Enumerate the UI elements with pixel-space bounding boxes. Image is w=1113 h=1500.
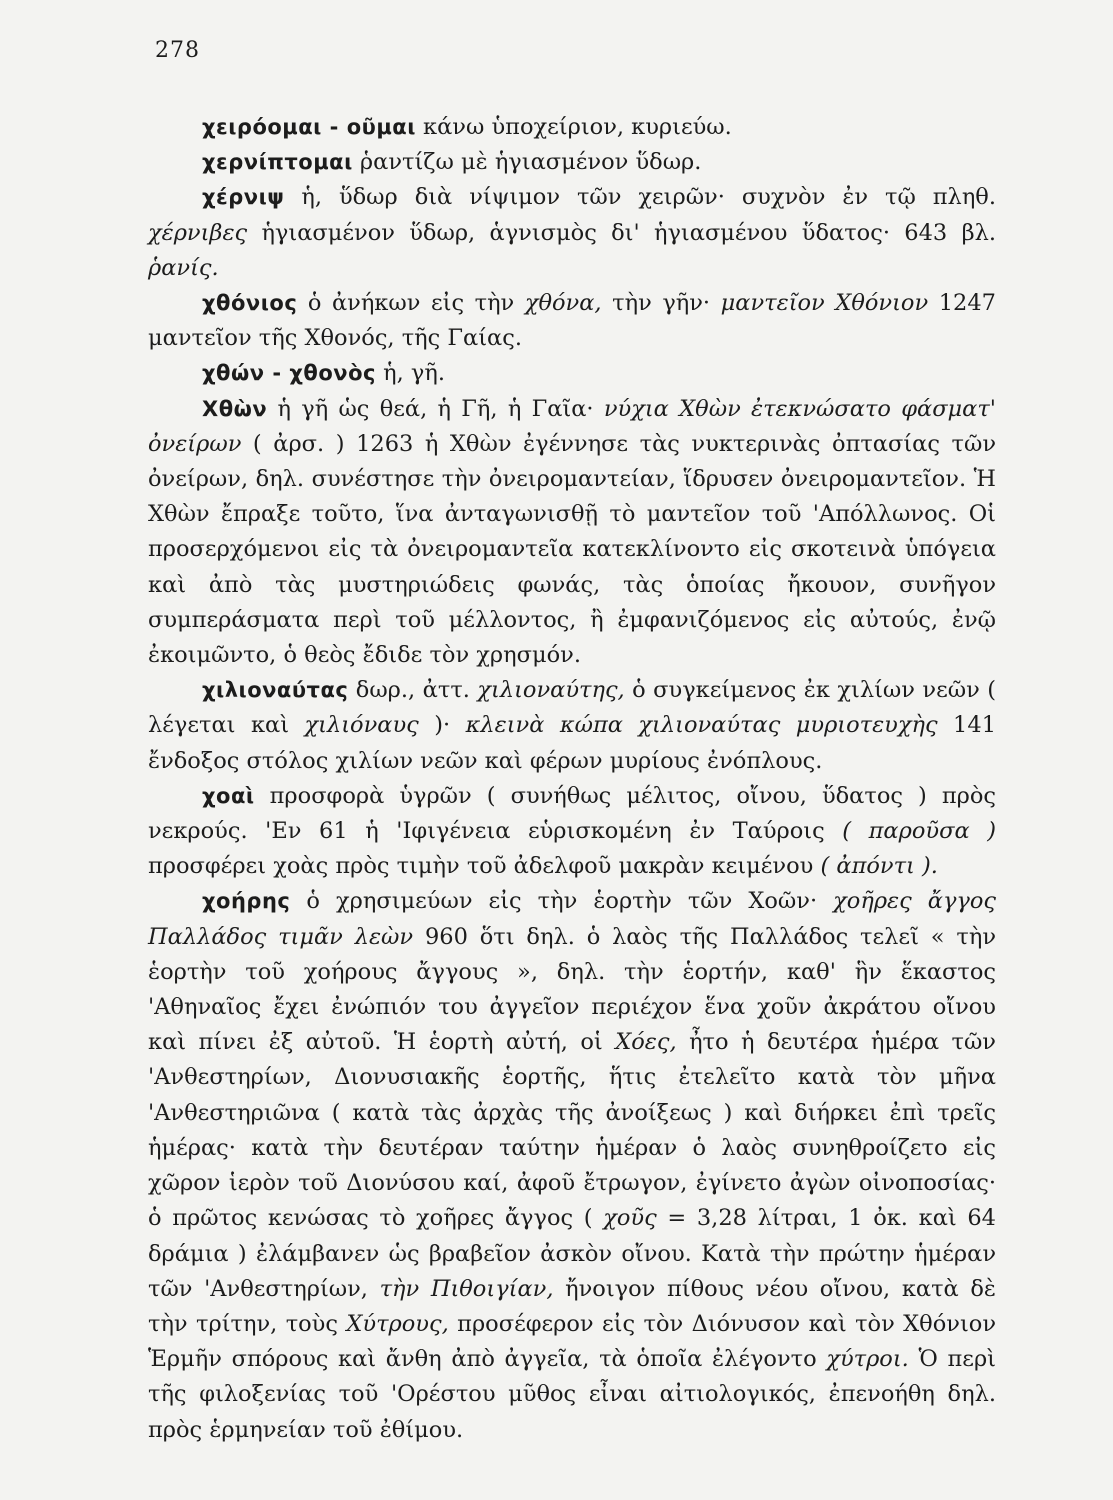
entry-headword: χοαὶ [202, 783, 255, 808]
entry-quote: ( παροῦσα ) [842, 818, 996, 845]
entry-definition: κάνω ὑποχείριον, κυριεύω. [415, 114, 732, 140]
entry-quote: Χύτρους, [346, 1310, 449, 1337]
entry-quote: χιλιοναύτης, [477, 677, 625, 704]
entry-headword: χοήρης [202, 889, 291, 914]
entry-headword: χθόνιος [202, 291, 298, 316]
entry-quote: τὴν Πιθοιγίαν, [379, 1275, 554, 1302]
entry-quote: κλεινὰ κώπα χιλιοναύτας μυριοτευχὴς [465, 712, 938, 739]
entry-quote: νύχια Χθὼν ἐτεκνώσατο φάσματ' ὀνείρων [148, 395, 996, 457]
dictionary-entry [148, 286, 996, 356]
dictionary-entry [148, 884, 996, 1447]
entry-headword: χθών - χθονὸς [202, 361, 376, 386]
entry-quote: χοῆρες ἄγγος Παλλάδος τιμᾶν λεὼν [148, 888, 997, 950]
dictionary-entry [148, 779, 996, 885]
dictionary-text [148, 110, 996, 1448]
entry-definition: )· [418, 712, 466, 739]
entry-definition: = 3,28 λίτραι, 1 ὀκ. καὶ 64 δράμια ) ἐλάμβανεν ὡς βραβεῖον ἀσκὸν οἴνου. Κατὰ τὴν πρώτην ἡμέραν τῶν 'Ανθεστηρίων, [148, 1205, 996, 1302]
dictionary-entry [148, 673, 996, 779]
entry-quote: ( ἀπόντι ). [820, 853, 938, 880]
dictionary-entry [148, 356, 996, 391]
entry-definition: 960 ὅτι δηλ. ὁ λαὸς τῆς Παλλάδος τελεῖ « τὴν ἑορτὴν τοῦ χοήρους ἄγγους », δηλ. τὴν ἑορτήν, καθ' ἣν ἕκαστος 'Αθηναῖος ἔχει ἐνώπιόν του ἀγγεῖον περιέχον ἕνα χοῦν ἀκράτου οἴνου καὶ πίνει ἐξ αὐτοῦ. Ἡ ἑορτὴ αὐτή, οἱ [148, 923, 996, 1056]
entry-definition: ἦτο ἡ δευτέρα ἡμέρα τῶν 'Ανθεστηρίων, Διονυσιακῆς ἑορτῆς, ἥτις ἐτελεῖτο κατὰ τὸν μῆνα 'Ανθεστηριῶνα ( κατὰ τὰς ἀρχὰς τῆς ἀνοίξεως ) καὶ διήρκει ἐπὶ τρεῖς ἡμέρας· κατὰ τὴν δευτέραν ταύτην ἡμέραν ὁ λαὸς συνηθροίζετο εἰς χῶρον ἱερὸν τοῦ Διονύσου καί, ἀφοῦ ἔτρωγον, ἐγίνετο ἀγὼν οἰνοποσίας· ὁ πρῶτος κενώσας τὸ χοῆρες ἄγγος ( [148, 1029, 996, 1232]
entry-definition: ἡγιασμένον ὕδωρ, ἁγνισμὸς δι' ἡγιασμένου ὕδατος· 643 βλ. [247, 219, 996, 246]
entry-quote: ῥανίς. [148, 254, 219, 281]
page-number: 278 [155, 38, 200, 63]
dictionary-entry [148, 110, 996, 145]
entry-headword: χιλιοναύτας [202, 678, 349, 703]
entry-definition: ( ἀρσ. ) 1263 ἡ Χθὼν ἐγέννησε τὰς νυκτερινὰς ὀπτασίας τῶν ὀνείρων, δηλ. συνέστησε τὴν ὀνειρομαντείαν, ἵδρυσεν ὀνειρομαντεῖον. Ἡ Χθὼν ἔπραξε τοῦτο, ἵνα ἀνταγωνισθῇ τὸ μαντεῖον τοῦ 'Απόλλωνος. Οἱ προσερχόμενοι εἰς τὰ ὀνειρομαντεῖα κατεκλίνοντο εἰς σκοτεινὰ ὑπόγεια καὶ ἀπὸ τὰς μυστηριώδεις φωνάς, τὰς ὁποίας ἤκουον, συνῆγον συμπεράσματα περὶ τοῦ μέλλοντος, ἢ ἐμφανιζόμενος εἰς αὐτούς, ἐνῷ ἐκοιμῶντο, ὁ θεὸς ἔδιδε τὸν χρησμόν. [148, 430, 996, 669]
entry-definition: ὁ ἀνήκων εἰς τὴν [297, 290, 525, 317]
entry-headword: χερνίπτομαι [202, 150, 353, 175]
dictionary-entry [148, 145, 996, 180]
entry-definition: ῥαντίζω μὲ ἡγιασμένον ὕδωρ. [352, 149, 702, 176]
entry-definition: Ὁ περὶ τῆς φιλοξενίας τοῦ 'Ορέστου μῦθος εἶναι αἰτιολογικός, ἐπενοήθη δηλ. πρὸς ἑρμηνείαν τοῦ ἐθίμου. [148, 1346, 996, 1443]
entry-definition: προσέφερον εἰς τὸν Διόνυσον καὶ τὸν Χθόνιον Ἑρμῆν σπόρους καὶ ἄνθη ἀπὸ ἀγγεῖα, τὰ ὁποῖα ἐλέγοντο [148, 1310, 996, 1373]
entry-definition: ὁ χρησιμεύων εἰς τὴν ἑορτὴν τῶν Χοῶν· [290, 888, 834, 915]
entry-quote: μαντεῖον Χθόνιον [720, 290, 929, 317]
entry-quote: χιλιόναυς [304, 712, 419, 739]
entry-quote: χθόνα, [524, 290, 602, 317]
entry-headword: Χθὼν [202, 396, 268, 421]
dictionary-entry [148, 180, 996, 286]
entry-definition: ἡ, ὕδωρ διὰ νίψιμον τῶν χειρῶν· συχνὸν ἐν τῷ πληθ. [284, 184, 996, 211]
entry-definition: ὁ συγκείμενος ἐκ χιλίων νεῶν ( λέγεται καὶ [148, 677, 996, 739]
entry-quote: χύτροι. [826, 1346, 909, 1373]
entry-quote: χέρνιβες [148, 219, 248, 246]
entry-definition: ἤνοιγον πίθους νέου οἴνου, κατὰ δὲ τὴν τρίτην, τοὺς [148, 1275, 996, 1337]
entry-definition: ἡ γῆ ὡς θεά, ἡ Γῆ, ἡ Γαῖα· [267, 395, 604, 422]
entry-definition: δωρ., ἀττ. [348, 677, 478, 704]
dictionary-entry [148, 392, 996, 674]
entry-definition: 1247 μαντεῖον τῆς Χθονός, τῆς Γαίας. [148, 290, 996, 352]
entry-definition: τὴν γῆν· [601, 290, 721, 317]
entry-definition: 141 ἔνδοξος στόλος χιλίων νεῶν καὶ φέρων μυρίους ἐνόπλους. [148, 712, 997, 774]
entry-quote: Χόες, [615, 1029, 677, 1056]
entry-definition: ἡ, γῆ. [375, 360, 445, 387]
entry-definition: προσφορὰ ὑγρῶν ( συνήθως μέλιτος, οἴνου, ὕδατος ) πρὸς νεκρούς. 'Εν 61 ἡ 'Ιφιγένεια εὑρισκομένη ἐν Ταύροις [148, 782, 996, 845]
entry-headword: χειρόομαι - οῦμαι [202, 115, 416, 139]
entry-quote: χοῦς [603, 1205, 657, 1232]
entry-definition: προσφέρει χοὰς πρὸς τιμὴν τοῦ ἀδελφοῦ μακρὰν κειμένου [148, 853, 821, 880]
entry-headword: χέρνιψ [202, 185, 285, 210]
